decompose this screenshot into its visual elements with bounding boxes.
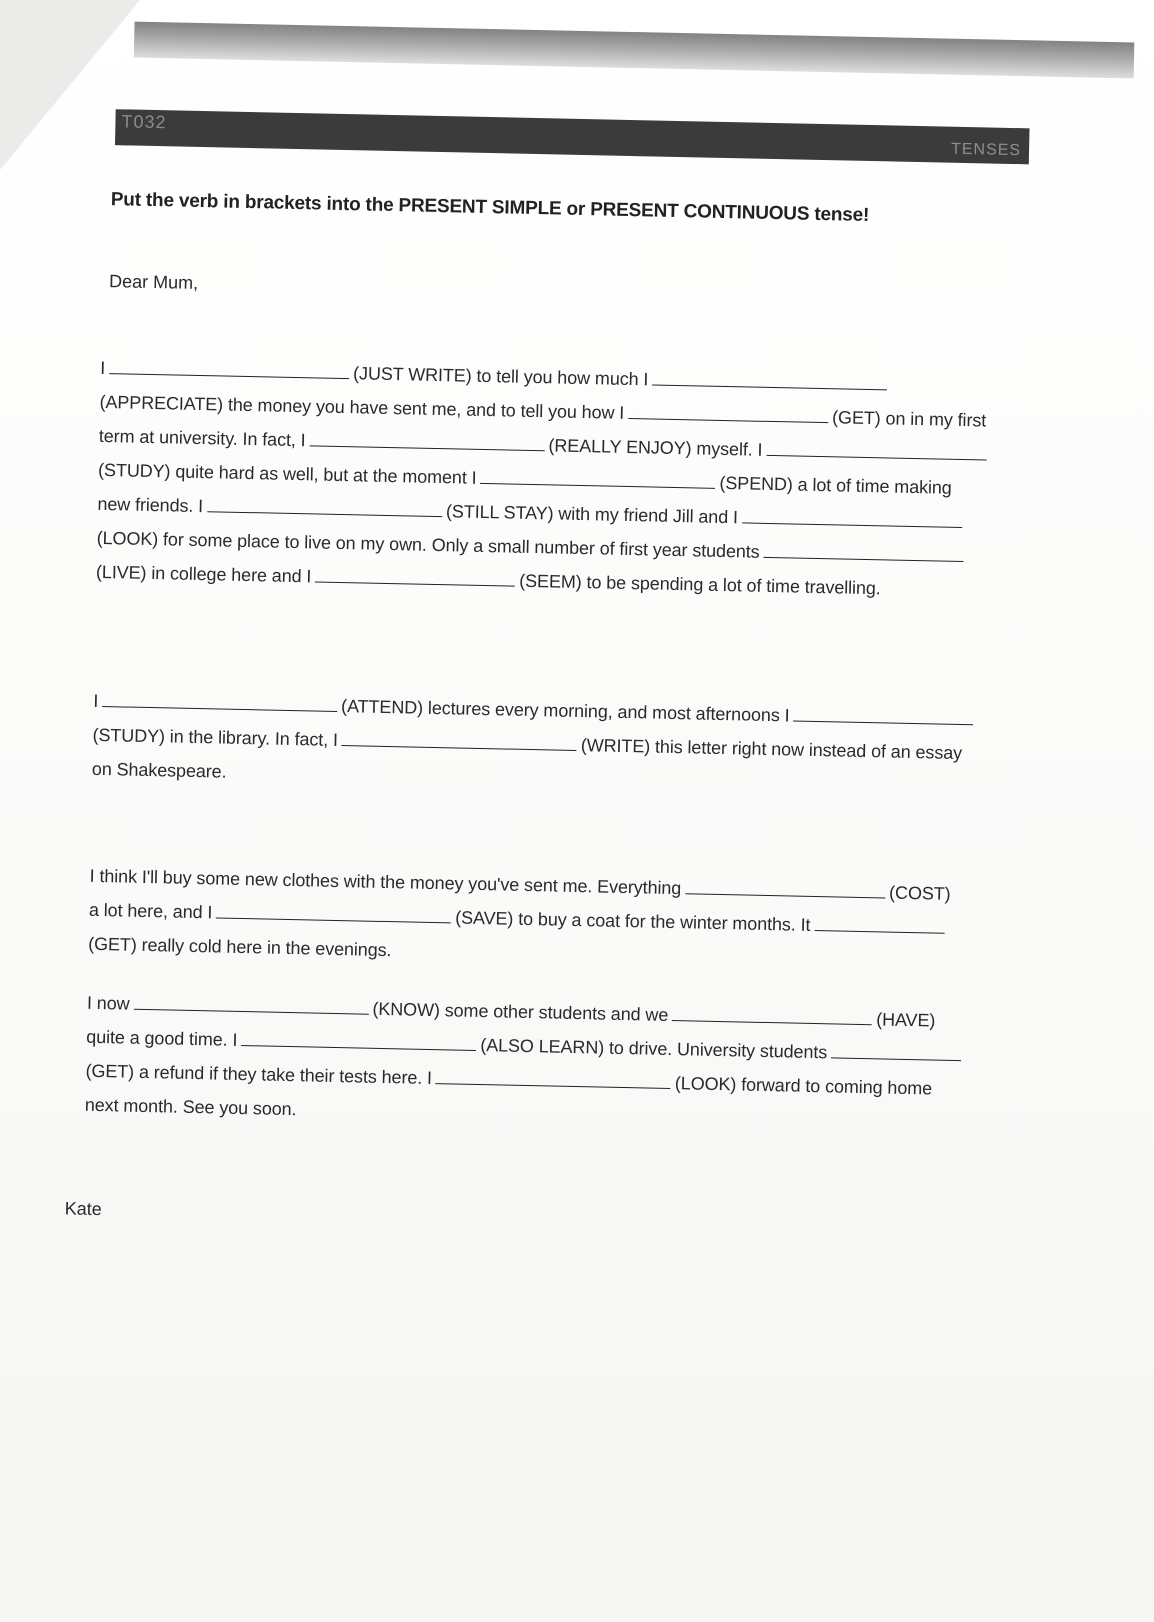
letter-line: I now (KNOW) some other students and we (HAVE) [87,986,1008,1039]
paragraph-4 [85,986,1008,1141]
answer-blank[interactable] [315,563,515,586]
answer-blank[interactable] [342,727,577,751]
answer-blank[interactable] [652,366,887,390]
worksheet-page [26,0,1059,1621]
answer-blank[interactable] [763,539,963,562]
worksheet-code: T032 [121,111,167,133]
paragraph-3 [88,859,1010,980]
answer-blank[interactable] [207,493,442,517]
answer-blank[interactable] [685,875,885,898]
answer-blank[interactable] [133,991,368,1015]
paragraph-1 [96,351,1021,608]
letter-line: (GET) a refund if they take their tests here. I (LOOK) forward to coming home [85,1060,933,1099]
scan-edge-shadow [134,22,1135,79]
answer-blank[interactable] [831,1039,961,1061]
letter-line: quite a good time. I (ALSO LEARN) to drive. University students [86,1020,1007,1073]
answer-blank[interactable] [742,504,962,528]
answer-blank[interactable] [814,912,944,934]
answer-blank[interactable] [628,400,828,423]
answer-blank[interactable] [102,688,337,712]
letter-line: new friends. I (STILL STAY) with my friend Jill and I [97,487,1018,540]
answer-blank[interactable] [109,355,349,379]
letter-line: on Shakespeare. [91,758,227,782]
greeting: Dear Mum, [108,271,199,293]
paragraph-2 [92,684,1014,805]
letter-line: term at university. In fact, I (REALLY ENJOY) myself. I [99,419,1020,472]
letter-line: (GET) really cold here in the evenings. [88,933,392,961]
letter-line: (LOOK) for some place to live on my own. Only a small number of first year students [96,521,1017,574]
letter-line: I (ATTEND) lectures every morning, and most afternoons I [93,684,1014,737]
instruction-text: Put the verb in brackets into the PRESENT SIMPLE or PRESENT CONTINUOUS tense! [110,189,870,226]
letter-line: (APPRECIATE) the money you have sent me, and to tell you how I (GET) on in my first [99,391,987,431]
answer-blank[interactable] [216,899,451,923]
answer-blank[interactable] [309,427,544,451]
worksheet-category: TENSES [950,140,1022,160]
header-bar [115,109,1030,164]
answer-blank[interactable] [793,703,973,726]
answer-blank[interactable] [672,1002,872,1025]
letter-line: (STUDY) quite hard as well, but at the moment I (SPEND) a lot of time making [97,459,952,498]
answer-blank[interactable] [436,1065,671,1089]
letter-line: (STUDY) in the library. In fact, I (WRITE) this letter right now instead of an essay [92,724,963,764]
letter-line: I think I'll buy some new clothes with the money you've sent me. Everything (COST) [89,865,951,904]
letter-line: I (JUST WRITE) to tell you how much I [100,351,1021,404]
answer-blank[interactable] [766,437,986,461]
letter-line: a lot here, and I (SAVE) to buy a coat for the winter months. It [89,893,1010,946]
letter-line: next month. See you soon. [84,1094,297,1120]
answer-blank[interactable] [241,1027,476,1051]
signature: Kate [64,1198,102,1220]
letter-line: (LIVE) in college here and I (SEEM) to be spending a lot of time travelling. [95,561,881,599]
answer-blank[interactable] [480,465,715,489]
